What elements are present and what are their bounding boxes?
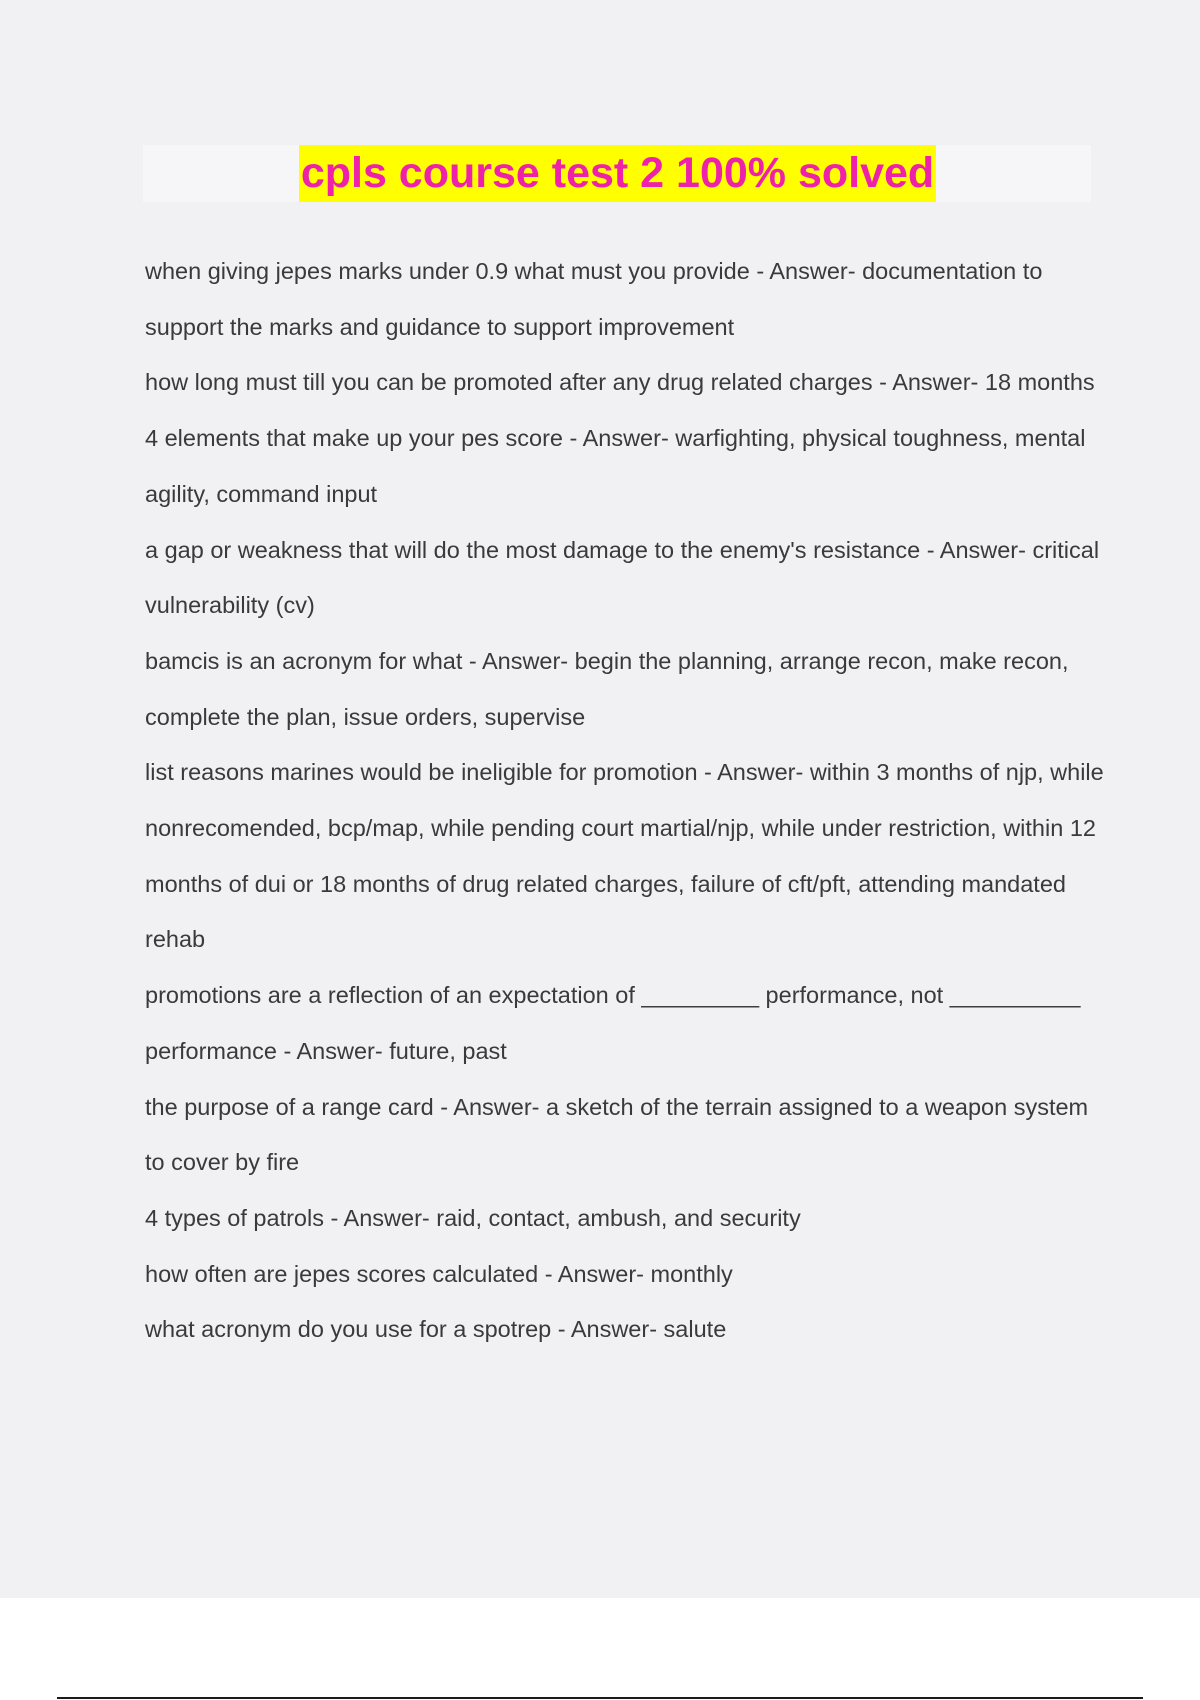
qa-entry-7: promotions are a reflection of an expectation of _________ performance, not __________ performance - Answer- future, past (145, 982, 1081, 1064)
qa-entry-3: 4 elements that make up your pes score - Answer- warfighting, physical toughness, mental agility, command input (145, 425, 1086, 507)
qa-entry-2: how long must till you can be promoted after any drug related charges - Answer- 18 months (145, 369, 1095, 396)
qa-entry-4: a gap or weakness that will do the most damage to the enemy's resistance - Answer- critical vulnerability (cv) (145, 536, 1100, 619)
qa-entry-6: list reasons marines would be ineligible for promotion - Answer- within 3 months of njp, while nonrecomended, bcp/map, while pending court martial/njp, while under restriction, within 12 months of dui or 18 months of drug related charges, failure of cft/pft, attending mandated rehab (145, 759, 1104, 953)
title-container (0, 145, 1200, 202)
qa-entry-11: what acronym do you use for a spotrep - Answer- salute (145, 1316, 727, 1343)
qa-list (145, 244, 1105, 1358)
qa-entry-9: 4 types of patrols - Answer- raid, contact, ambush, and security (145, 1204, 801, 1231)
qa-entry-1: when giving jepes marks under 0.9 what must you provide - Answer- documentation to support the marks and guidance to support improvement (145, 258, 1043, 340)
qa-entry-8: the purpose of a range card - Answer- a sketch of the terrain assigned to a weapon system to cover by fire (145, 1093, 1089, 1176)
qa-entry-5: bamcis is an acronym for what - Answer- begin the planning, arrange recon, make recon, complete the plan, issue orders, supervise (145, 647, 1069, 730)
footer-divider (57, 1697, 1143, 1699)
qa-entry-10: how often are jepes scores calculated - Answer- monthly (145, 1260, 733, 1287)
document-title: cpls course test 2 100% solved (299, 145, 936, 202)
